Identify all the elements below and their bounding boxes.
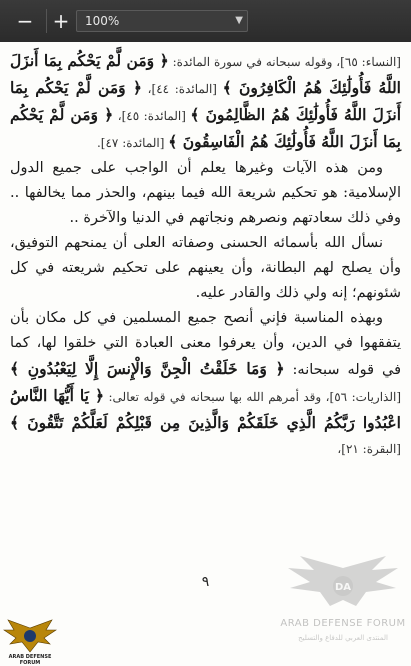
emblem-text: DA (334, 582, 352, 593)
watermark-name: ARAB DEFENSE FORUM (280, 618, 406, 629)
chevron-down-icon: ▼ (235, 15, 243, 26)
page-text (10, 48, 401, 462)
eagle-emblem-icon (280, 548, 406, 618)
logo-caption: ARAB DEFENSE FORUM (8, 654, 52, 666)
forum-logo (2, 618, 58, 664)
citation: [المائدة: ٤٤]، (141, 82, 223, 96)
pdf-toolbar (0, 0, 411, 43)
quran-verse: ﴿ وَمَن لَّمْ يَحْكُم بِمَا أَنزَلَ اللَّهُ فَأُولَٰئِكَ هُمُ الْكَافِرُونَ ﴾ (10, 51, 401, 97)
zoom-out-button[interactable]: − (16, 9, 34, 33)
quran-verse: ﴿ يَا أَيُّهَا النَّاسُ اعْبُدُوا رَبَّكُمُ الَّذِي خَلَقَكُمْ وَالَّذِينَ مِن قَبْلِكُمْ لَعَلَّكُمْ تَتَّقُونَ ﴾ (10, 386, 401, 432)
paragraph: نسأل الله بأسمائه الحسنى وصفاته العلى أن يمنحهم التوفيق، وأن يصلح لهم البطانة، وأن يعينهم على تحكيم شريعته في كل شئونهم؛ إنه ولي ذلك والقادر عليه. (10, 235, 401, 301)
watermark (280, 548, 406, 652)
page-number: ٩ (201, 574, 210, 590)
citation: [المائدة: ٤٥]، (113, 109, 191, 123)
zoom-select[interactable] (76, 10, 248, 32)
eagle-logo-icon (2, 618, 58, 654)
paragraph (10, 306, 401, 462)
citation: [المائدة: ٤٧]. (96, 136, 169, 150)
citation: [البقرة: ٢١]، (337, 442, 401, 456)
quran-verse: ﴿ وَمَن لَّمْ يَحْكُم بِمَا أَنزَلَ اللَّهُ فَأُولَٰئِكَ هُمُ الْفَاسِقُونَ ﴾ (10, 105, 401, 151)
zoom-value: 100% (85, 14, 120, 28)
citation: [الذاريات: ٥٦]، وقد أمرهم الله بها سبحانه في قوله تعالى: (104, 390, 402, 404)
toolbar-divider (46, 9, 47, 33)
quran-verse: ﴿ وَمَن لَّمْ يَحْكُم بِمَا أَنزَلَ اللَّهُ فَأُولَٰئِكَ هُمُ الظَّالِمُونَ ﴾ (10, 78, 401, 124)
paragraph-text: وبهذه المناسبة فإني أنصح جميع المسلمين في كل مكان بأن يتفقهوا في الدين، وأن يعرفوا معنى العبادة التي خلقوا لها، كما في قوله سبحانه: (10, 310, 401, 378)
zoom-in-button[interactable]: + (52, 9, 70, 33)
quran-verse: ﴿ وَمَا خَلَقْتُ الْجِنَّ وَالْإِنسَ إِلَّا لِيَعْبُدُونِ ﴾ (10, 359, 285, 378)
watermark-name-ar: المنتدى العربي للدفاع والتسليح (298, 634, 388, 642)
paragraph: ومن هذه الآيات وغيرها يعلم أن الواجب على جميع الدول الإسلامية: هو تحكيم شريعة الله فيما بينهم، والحذر مما يخالفها .. وفي ذلك سعادتهم ونصرهم ونجاتهم في الدنيا والآخرة .. (10, 160, 401, 226)
citation: [النساء: ٦٥]، وقوله سبحانه في سورة المائدة: (168, 55, 401, 69)
paragraph (10, 48, 401, 156)
